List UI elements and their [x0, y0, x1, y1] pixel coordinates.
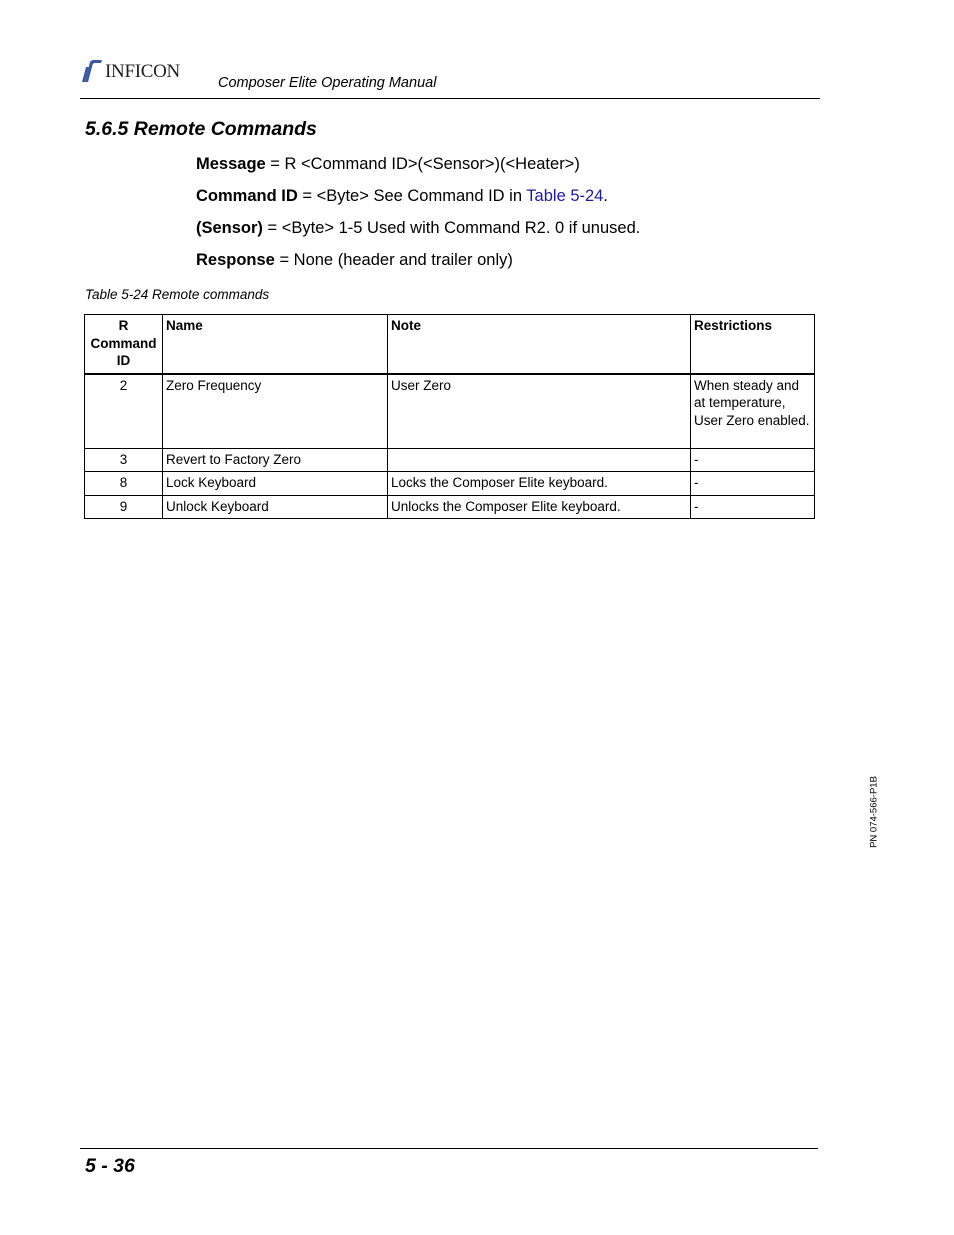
table-reference-link[interactable]: Table 5-24	[526, 187, 604, 205]
cell-note: User Zero	[388, 374, 691, 449]
definition-text: = <Byte> See Command ID in	[297, 187, 527, 205]
definition-text: = <Byte> 1-5 Used with Command R2. 0 if unused.	[262, 219, 641, 237]
cell-note: Locks the Composer Elite keyboard.	[388, 472, 691, 496]
column-header-restrictions: Restrictions	[691, 315, 815, 374]
logo-wordmark: INFICON	[105, 60, 180, 82]
manual-title: Composer Elite Operating Manual	[218, 75, 437, 91]
column-header-note: Note	[388, 315, 691, 374]
cell-command-id: 3	[85, 448, 163, 472]
table-row	[85, 472, 815, 496]
header-divider	[80, 98, 820, 99]
definition-term: Command ID	[196, 187, 298, 205]
cell-note: Unlocks the Composer Elite keyboard.	[388, 495, 691, 519]
definition-message	[196, 155, 580, 174]
cell-name: Unlock Keyboard	[163, 495, 388, 519]
cell-restrictions: -	[691, 495, 815, 519]
inficon-logo	[81, 58, 180, 84]
cell-name: Revert to Factory Zero	[163, 448, 388, 472]
table-row	[85, 495, 815, 519]
table-row	[85, 448, 815, 472]
cell-command-id: 2	[85, 374, 163, 449]
definition-tail: .	[603, 187, 608, 205]
cell-restrictions: -	[691, 472, 815, 496]
column-header-command-id: R Command ID	[85, 315, 163, 374]
cell-name: Zero Frequency	[163, 374, 388, 449]
footer-divider	[80, 1148, 818, 1149]
cell-command-id: 9	[85, 495, 163, 519]
column-header-name: Name	[163, 315, 388, 374]
section-heading: 5.6.5 Remote Commands	[85, 118, 317, 140]
definition-term: Message	[196, 155, 266, 173]
table-row	[85, 374, 815, 449]
definition-term: (Sensor)	[196, 219, 263, 237]
cell-note	[388, 448, 691, 472]
definition-response	[196, 251, 513, 270]
definition-term: Response	[196, 251, 275, 269]
part-number: PN 074-566-P1B	[868, 776, 880, 848]
table-caption: Table 5-24 Remote commands	[85, 287, 270, 302]
page-number: 5 - 36	[85, 1155, 135, 1177]
remote-commands-table	[84, 314, 815, 519]
inficon-logo-mark-icon	[81, 59, 103, 83]
table-header-row	[85, 315, 815, 374]
cell-name: Lock Keyboard	[163, 472, 388, 496]
cell-restrictions: -	[691, 448, 815, 472]
cell-command-id: 8	[85, 472, 163, 496]
definition-text: = R <Command ID>(<Sensor>)(<Heater>)	[265, 155, 580, 173]
definition-text: = None (header and trailer only)	[274, 251, 513, 269]
definition-command-id	[196, 187, 608, 206]
definition-sensor	[196, 219, 640, 238]
cell-restrictions: When steady and at temperature, User Zero enabled.	[691, 374, 815, 449]
